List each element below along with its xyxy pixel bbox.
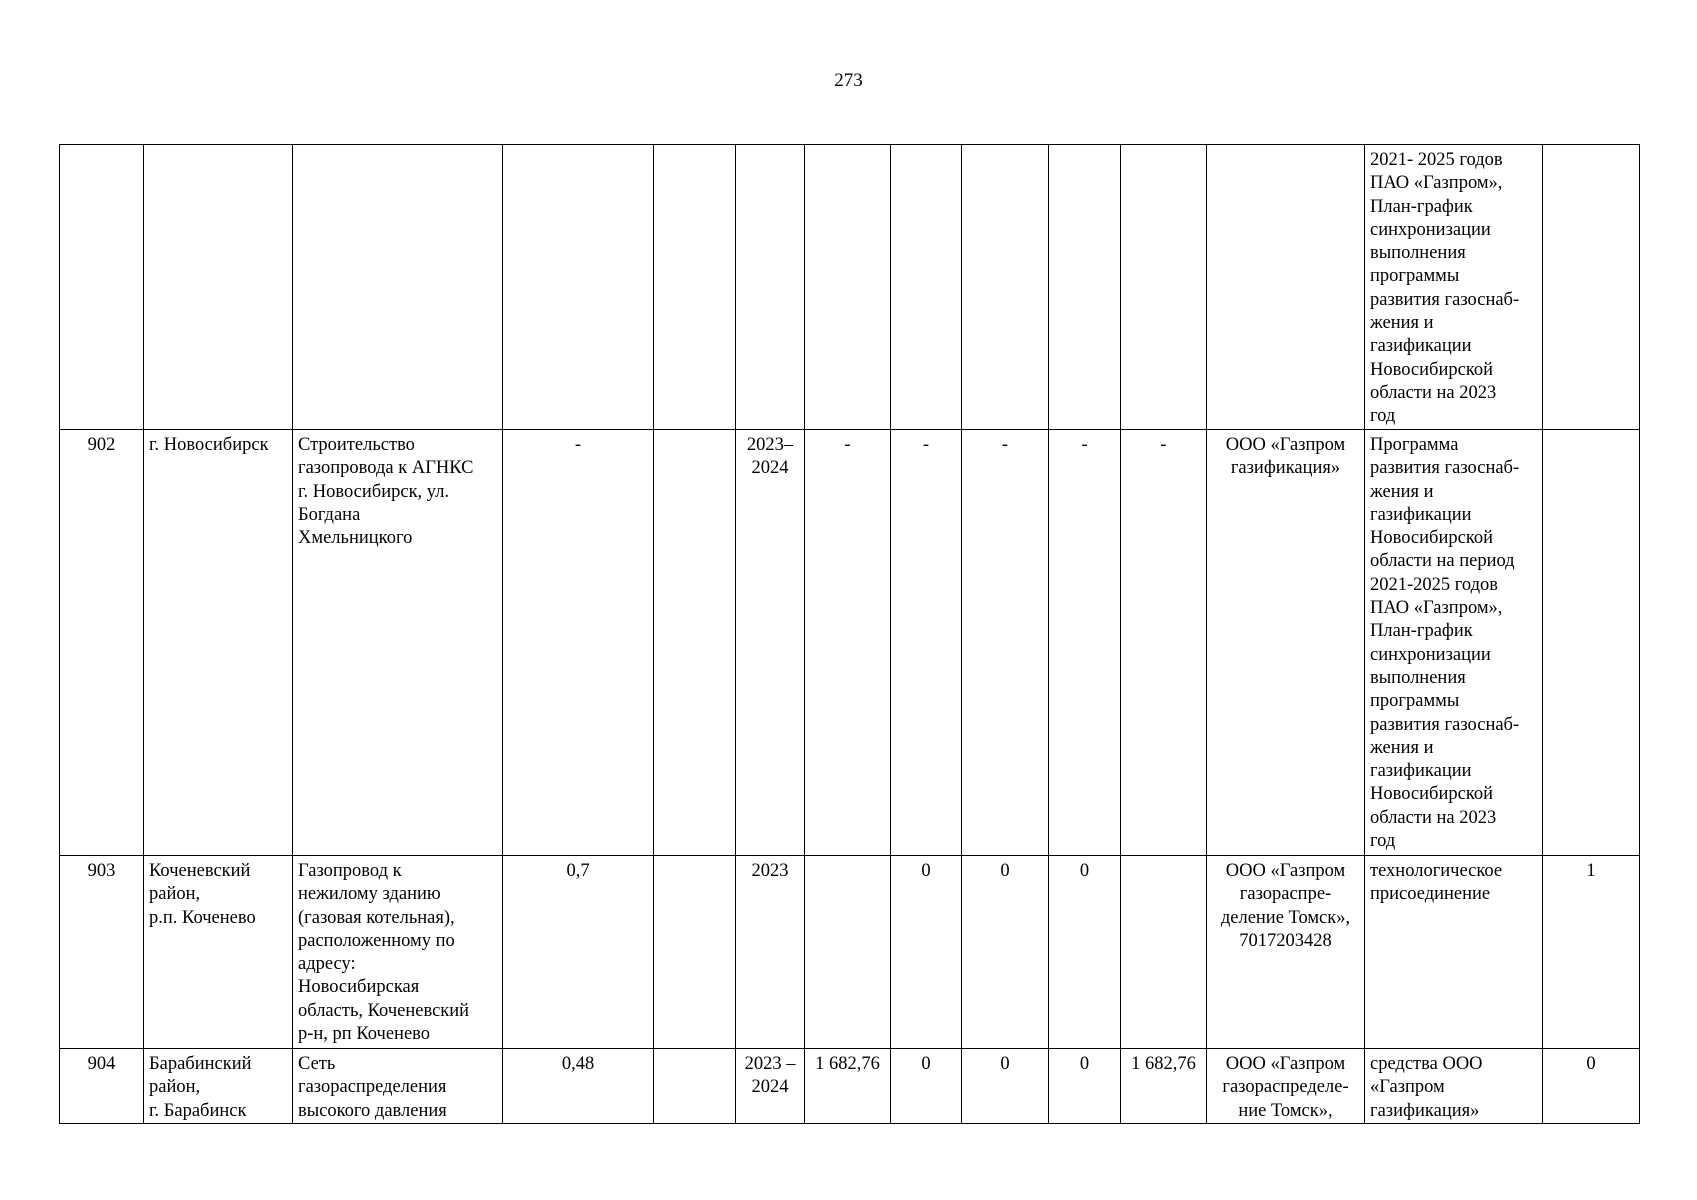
- cell-value-4: [1049, 145, 1121, 430]
- cell-basis: 2021- 2025 годов ПАО «Газпром», План-график синхронизации выполнения программы развития газоснаб- жения и газификации Новосибирской области на 2023 год: [1365, 145, 1543, 430]
- cell-location: г. Новосибирск: [144, 430, 293, 856]
- cell-value-5: -: [1121, 430, 1207, 856]
- page-number: 273: [834, 70, 863, 91]
- cell-last: 1: [1543, 856, 1640, 1049]
- cell-period: 2023 – 2024: [736, 1049, 805, 1124]
- cell-length: -: [503, 430, 654, 856]
- cell-value-1: 1 682,76: [805, 1049, 891, 1124]
- cell-location: Барабинский район, г. Барабинск: [144, 1049, 293, 1124]
- cell-value-1: [805, 856, 891, 1049]
- cell-object: [293, 145, 503, 430]
- cell-last: [1543, 430, 1640, 856]
- cell-period: [736, 145, 805, 430]
- cell-period: 2023: [736, 856, 805, 1049]
- cell-period: 2023– 2024: [736, 430, 805, 856]
- gasification-table: [59, 144, 1640, 1124]
- cell-value-3: 0: [962, 1049, 1049, 1124]
- table-row: [60, 430, 1640, 856]
- cell-number: 903: [60, 856, 144, 1049]
- cell-value-2: -: [891, 430, 962, 856]
- cell-object: Газопровод к нежилому зданию (газовая котельная), расположенному по адресу: Новосибирская область, Коченевский р-н, рп Коченево: [293, 856, 503, 1049]
- cell-value-2: [891, 145, 962, 430]
- cell-number: 904: [60, 1049, 144, 1124]
- cell-organization: ООО «Газпром газораспределе- ние Томск»,: [1207, 1049, 1365, 1124]
- table-row: [60, 145, 1640, 430]
- cell-location: [144, 145, 293, 430]
- cell-col5: [654, 1049, 736, 1124]
- cell-last: 0: [1543, 1049, 1640, 1124]
- cell-col5: [654, 856, 736, 1049]
- cell-basis: технологическое присоединение: [1365, 856, 1543, 1049]
- cell-col5: [654, 145, 736, 430]
- cell-location: Коченевский район, р.п. Коченево: [144, 856, 293, 1049]
- cell-value-2: 0: [891, 1049, 962, 1124]
- cell-last: [1543, 145, 1640, 430]
- cell-value-2: 0: [891, 856, 962, 1049]
- cell-value-5: 1 682,76: [1121, 1049, 1207, 1124]
- cell-number: 902: [60, 430, 144, 856]
- cell-value-3: 0: [962, 856, 1049, 1049]
- table-row: [60, 1049, 1640, 1124]
- cell-organization: ООО «Газпром газораспре- деление Томск», 7017203428: [1207, 856, 1365, 1049]
- table-body: [60, 145, 1640, 1124]
- cell-value-5: [1121, 145, 1207, 430]
- cell-length: 0,7: [503, 856, 654, 1049]
- cell-value-3: [962, 145, 1049, 430]
- cell-length: [503, 145, 654, 430]
- cell-length: 0,48: [503, 1049, 654, 1124]
- cell-value-5: [1121, 856, 1207, 1049]
- cell-organization: ООО «Газпром газификация»: [1207, 430, 1365, 856]
- cell-basis: средства ООО «Газпром газификация»: [1365, 1049, 1543, 1124]
- cell-value-4: 0: [1049, 1049, 1121, 1124]
- cell-col5: [654, 430, 736, 856]
- cell-value-4: -: [1049, 430, 1121, 856]
- cell-object: Сеть газораспределения высокого давления: [293, 1049, 503, 1124]
- cell-value-3: -: [962, 430, 1049, 856]
- cell-value-1: [805, 145, 891, 430]
- cell-organization: [1207, 145, 1365, 430]
- cell-object: Строительство газопровода к АГНКС г. Новосибирск, ул. Богдана Хмельницкого: [293, 430, 503, 856]
- cell-number: [60, 145, 144, 430]
- cell-value-4: 0: [1049, 856, 1121, 1049]
- cell-basis: Программа развития газоснаб- жения и газификации Новосибирской области на период 2021-2025 годов ПАО «Газпром», План-график синхронизации выполнения программы развития газоснаб- жения и газификации Новосибирской области на 2023 год: [1365, 430, 1543, 856]
- table-row: [60, 856, 1640, 1049]
- cell-value-1: -: [805, 430, 891, 856]
